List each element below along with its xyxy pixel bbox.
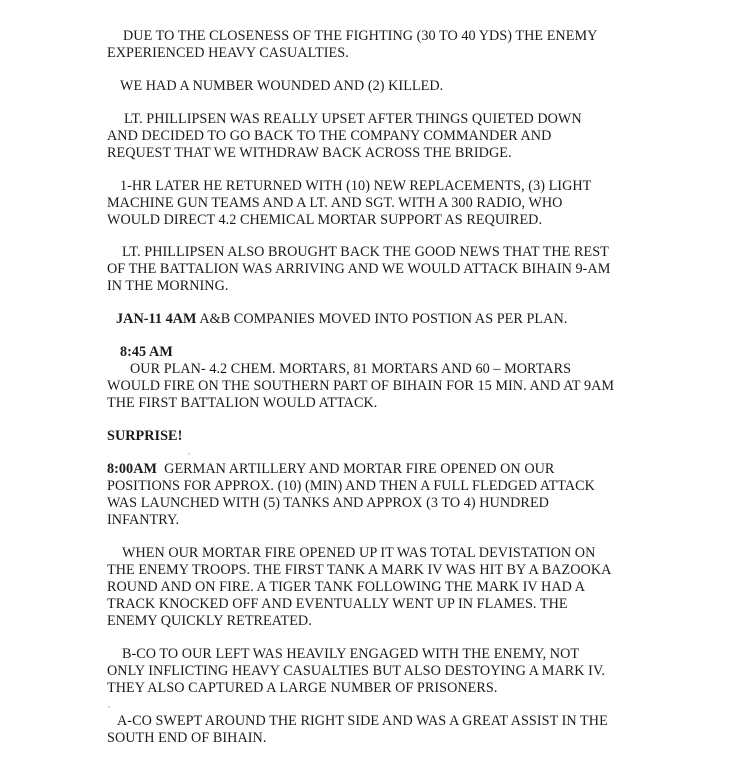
- text-line: WHEN OUR MORTAR FIRE OPENED UP IT WAS TOTAL DEVISTATION ON: [122, 545, 596, 561]
- text-span: GERMAN ARTILLERY AND MORTAR FIRE OPENED ON OUR: [156, 461, 555, 477]
- text-line: B-CO TO OUR LEFT WAS HEAVILY ENGAGED WITH THE ENEMY, NOT: [122, 646, 580, 662]
- text-line: DUE TO THE CLOSENESS OF THE FIGHTING (30 TO 40 YDS) THE ENEMY: [123, 28, 598, 44]
- scan-speck: [108, 706, 110, 708]
- text-line: OF THE BATTALION WAS ARRIVING AND WE WOULD ATTACK BIHAIN 9-AM: [107, 261, 611, 277]
- text-line: OUR PLAN- 4.2 CHEM. MORTARS, 81 MORTARS AND 60 – MORTARS: [130, 361, 572, 377]
- text-line: A-CO SWEPT AROUND THE RIGHT SIDE AND WAS A GREAT ASSIST IN THE: [117, 713, 608, 729]
- text-line: INFANTRY.: [107, 512, 180, 528]
- text-line: THEY ALSO CAPTURED A LARGE NUMBER OF PRISONERS.: [107, 680, 498, 696]
- text-line: AND DECIDED TO GO BACK TO THE COMPANY COMMANDER AND: [107, 128, 552, 144]
- text-line: WOULD FIRE ON THE SOUTHERN PART OF BIHAIN FOR 15 MIN. AND AT 9AM: [107, 378, 615, 394]
- text-span: A&B COMPANIES MOVED INTO POSTION AS PER PLAN.: [196, 311, 568, 327]
- text-line: REQUEST THAT WE WITHDRAW BACK ACROSS THE BRIDGE.: [107, 145, 512, 161]
- text-line: LT. PHILLIPSEN WAS REALLY UPSET AFTER THINGS QUIETED DOWN: [124, 111, 582, 127]
- text-line: LT. PHILLIPSEN ALSO BROUGHT BACK THE GOOD NEWS THAT THE REST: [122, 244, 609, 260]
- text-line: MACHINE GUN TEAMS AND A LT. AND SGT. WITH A 300 RADIO, WHO: [107, 195, 563, 211]
- date-label: JAN-11 4AM: [116, 311, 197, 327]
- text-line: SOUTH END OF BIHAIN.: [107, 730, 267, 746]
- text-line: EXPERIENCED HEAVY CASUALTIES.: [107, 45, 349, 61]
- surprise-heading: SURPRISE!: [107, 428, 183, 444]
- text-line: ENEMY QUICKLY RETREATED.: [107, 613, 312, 629]
- text-line: TRACK KNOCKED OFF AND EVENTUALLY WENT UP IN FLAMES. THE: [107, 596, 568, 612]
- text-line: IN THE MORNING.: [107, 278, 229, 294]
- scan-speck: [188, 453, 190, 455]
- text-line: [107, 461, 554, 478]
- text-line: POSITIONS FOR APPROX. (10) (MIN) AND THEN A FULL FLEDGED ATTACK: [107, 478, 595, 494]
- text-line: THE FIRST BATTALION WOULD ATTACK.: [107, 395, 378, 411]
- text-line: THE ENEMY TROOPS. THE FIRST TANK A MARK IV WAS HIT BY A BAZOOKA: [107, 562, 612, 578]
- text-line: ONLY INFLICTING HEAVY CASUALTIES BUT ALSO DESTOYING A MARK IV.: [107, 663, 606, 679]
- text-line: WE HAD A NUMBER WOUNDED AND (2) KILLED.: [120, 78, 444, 94]
- text-line: WOULD DIRECT 4.2 CHEMICAL MORTAR SUPPORT AS REQUIRED.: [107, 212, 543, 228]
- text-line: ROUND AND ON FIRE. A TIGER TANK FOLLOWING THE MARK IV HAD A: [107, 579, 586, 595]
- time-label: 8:00AM: [107, 461, 157, 477]
- time-heading: 8:45 AM: [120, 344, 173, 360]
- text-line: 1-HR LATER HE RETURNED WITH (10) NEW REPLACEMENTS, (3) LIGHT: [120, 178, 592, 194]
- text-line: [116, 311, 567, 328]
- text-line: WAS LAUNCHED WITH (5) TANKS AND APPROX (3 TO 4) HUNDRED: [107, 495, 549, 511]
